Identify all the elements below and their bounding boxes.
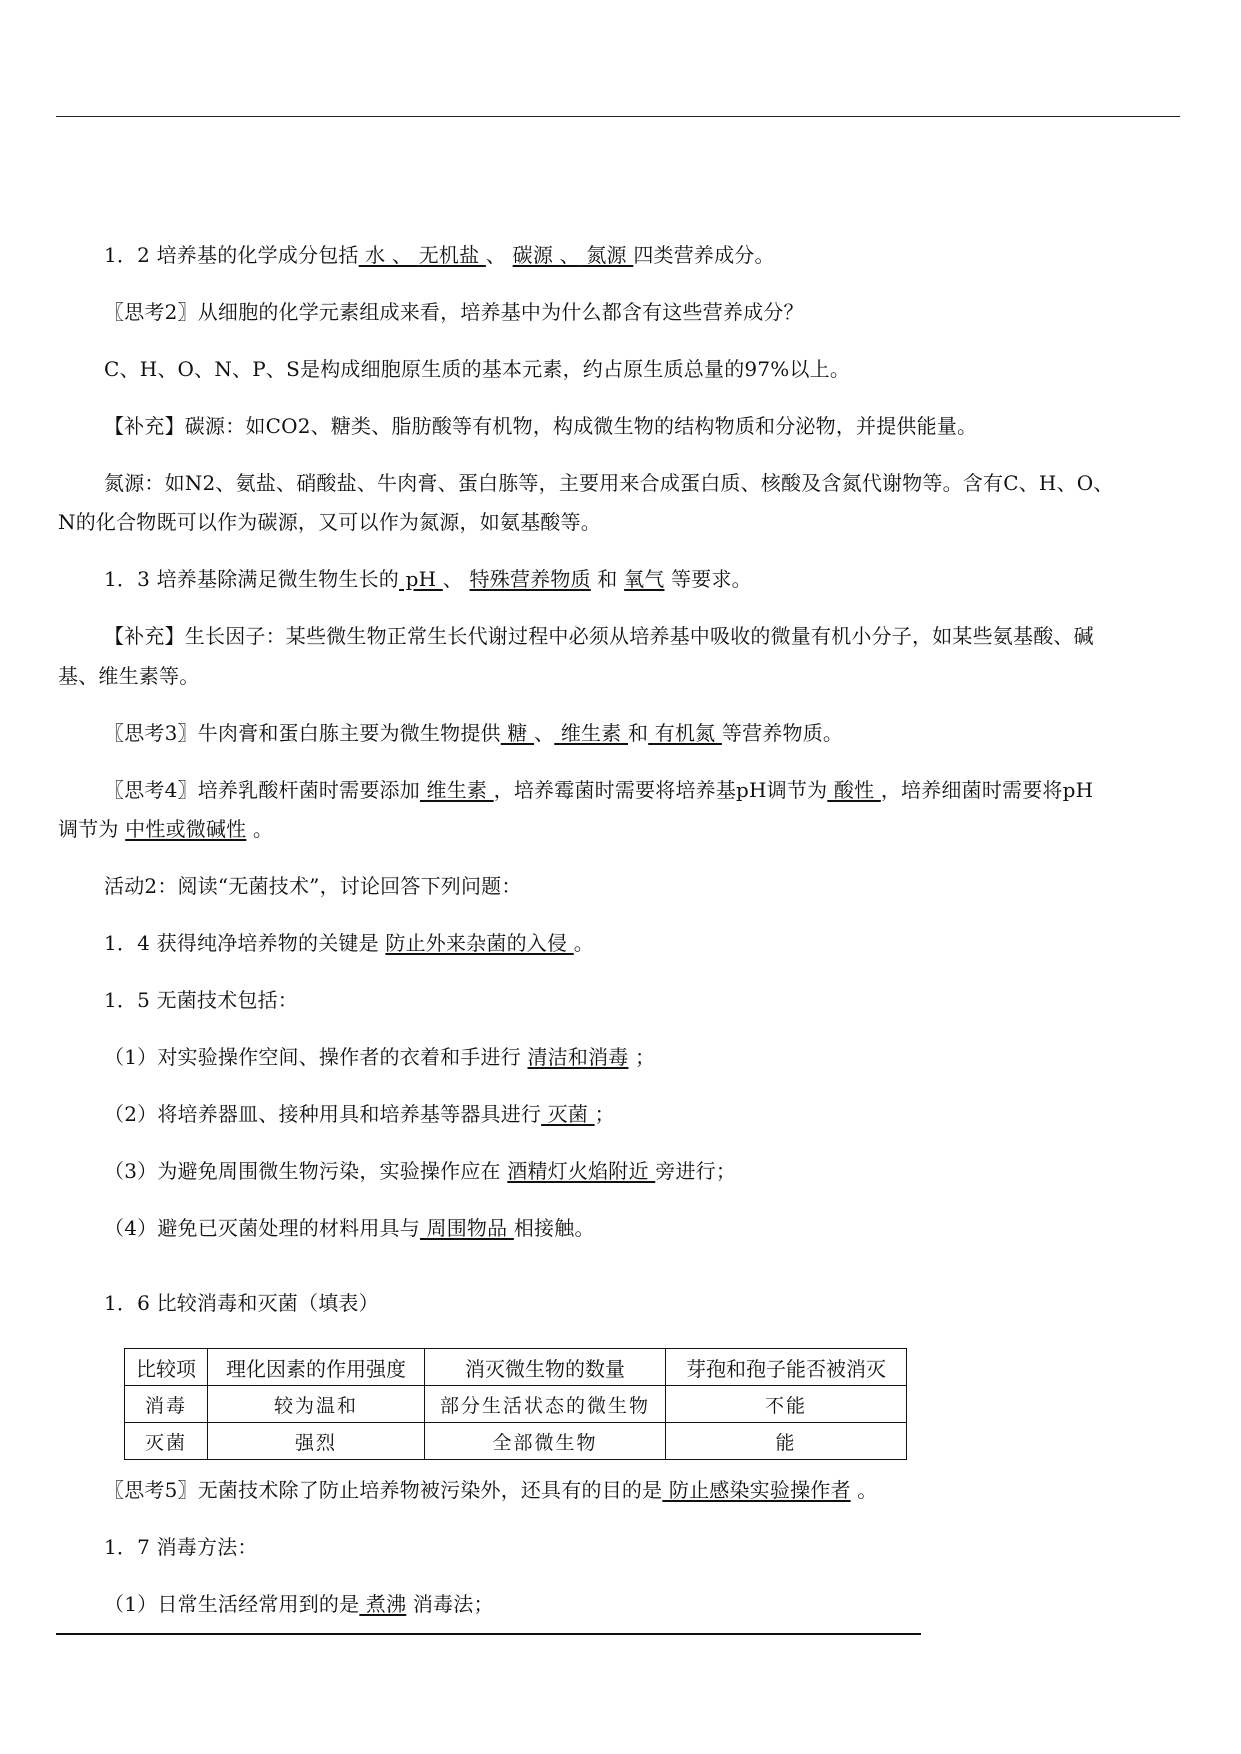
table-header-cell: 消灭微生物的数量 — [425, 1349, 666, 1386]
table-cell: 灭菌 — [125, 1423, 208, 1460]
item-1-5-1: （1）对实验操作空间、操作者的衣着和手进行 清洁和消毒 ； — [104, 1045, 656, 1069]
supplement-nitrogen-1: 氮源：如N2、氨盐、硝酸盐、牛肉膏、蛋白胨等，主要用来合成蛋白质、核酸及含氮代谢物等。含有C、H、O、 — [104, 471, 1114, 495]
think-2-answer: C、H、O、N、P、S是构成细胞原生质的基本元素，约占原生质总量的97%以上。 — [104, 357, 851, 381]
item-1-7-1: （1）日常生活经常用到的是 煮沸 消毒法； — [104, 1592, 494, 1616]
answer-carbon-source: 碳源 、 — [512, 243, 580, 267]
table-cell: 较为温和 — [208, 1386, 425, 1423]
table-header-cell: 理化因素的作用强度 — [208, 1349, 425, 1386]
answer-sugar: 糖 — [500, 721, 535, 745]
table-cell: 全部微生物 — [425, 1423, 666, 1460]
table-header-cell: 芽孢和孢子能否被消灭 — [666, 1349, 907, 1386]
header-rule — [56, 116, 1180, 117]
item-1-5-4: （4）避免已灭菌处理的材料用具与 周围物品 相接触。 — [104, 1216, 595, 1240]
supplement-growth-factor-2: 基、维生素等。 — [58, 664, 200, 688]
supplement-carbon: 【补充】碳源：如CO2、糖类、脂肪酸等有机物，构成微生物的结构物质和分泌物，并提供能量。 — [104, 414, 978, 438]
answer-sterilize: 灭菌 — [541, 1102, 595, 1126]
item-1-3: 1．3 培养基除满足微生物生长的 pH 、 特殊营养物质 和 氧气 等要求。 — [104, 567, 752, 591]
answer-acidic: 酸性 — [827, 778, 881, 802]
item-1-5-3: （3）为避免周围微生物污染，实验操作应在 酒精灯火焰附近 旁进行； — [104, 1159, 737, 1183]
answer-water: 水 、 — [358, 243, 419, 267]
answer-boiling: 煮沸 — [359, 1592, 407, 1616]
answer-vitamin: 维生素 — [554, 721, 628, 745]
table-row — [125, 1386, 907, 1423]
footer-rule — [56, 1633, 921, 1635]
think-3: 〖思考3〗牛肉膏和蛋白胨主要为微生物提供 糖 、 维生素 和 有机氮 等营养物质。 — [104, 721, 844, 745]
table-cell: 强烈 — [208, 1423, 425, 1460]
think-4-line-1: 〖思考4〗培养乳酸杆菌时需要添加 维生素 ，培养霉菌时需要将培养基pH调节为 酸性 ，培养细菌时需要将pH — [104, 778, 1094, 802]
answer-inorganic-salt: 无机盐 — [418, 243, 486, 267]
answer-vitamin-2: 维生素 — [419, 778, 494, 802]
answer-protect-operator: 防止感染实验操作者 — [662, 1478, 851, 1502]
answer-near-flame: 酒精灯火焰附近 — [507, 1159, 656, 1183]
comparison-table — [124, 1348, 907, 1460]
answer-oxygen: 氧气 — [624, 567, 665, 591]
table-cell: 能 — [666, 1423, 907, 1460]
table-cell: 部分生活状态的微生物 — [425, 1386, 666, 1423]
answer-special-nutrients: 特殊营养物质 — [469, 567, 591, 591]
item-1-6-title: 1．6 比较消毒和灭菌（填表） — [104, 1291, 379, 1315]
table-row — [125, 1423, 907, 1460]
answer-ph: pH — [399, 567, 443, 591]
think-4-line-2: 调节为 中性或微碱性 。 — [58, 817, 274, 841]
answer-prevent-contamination: 防止外来杂菌的入侵 — [385, 931, 574, 955]
answer-neutral: 中性或微碱性 — [125, 817, 247, 841]
item-1-5-2: （2）将培养器皿、接种用具和培养基等器具进行 灭菌 ； — [104, 1102, 615, 1126]
table-cell: 不能 — [666, 1386, 907, 1423]
answer-clean-disinfect: 清洁和消毒 — [527, 1045, 629, 1069]
table-header-cell: 比较项 — [125, 1349, 208, 1386]
item-1-7-title: 1．7 消毒方法： — [104, 1535, 258, 1559]
table-header-row — [125, 1349, 907, 1386]
table-cell: 消毒 — [125, 1386, 208, 1423]
item-1-5-title: 1．5 无菌技术包括： — [104, 988, 299, 1012]
supplement-growth-factor-1: 【补充】生长因子：某些微生物正常生长代谢过程中必须从培养基中吸收的微量有机小分子，如某些氨基酸、碱 — [104, 624, 1094, 648]
think-2-question: 〖思考2〗从细胞的化学元素组成来看，培养基中为什么都含有这些营养成分？ — [104, 300, 804, 324]
activity-2: 活动2：阅读“无菌技术”，讨论回答下列问题： — [104, 874, 522, 898]
answer-nitrogen-source: 氮源 — [579, 243, 634, 267]
item-1-2: 1．2 培养基的化学成分包括 水 、 无机盐 、 碳源 、 氮源 四类营养成分。 — [104, 243, 775, 267]
item-1-4: 1．4 获得纯净培养物的关键是 防止外来杂菌的入侵 。 — [104, 931, 594, 955]
answer-surroundings: 周围物品 — [419, 1216, 514, 1240]
think-5: 〖思考5〗无菌技术除了防止培养物被污染外，还具有的目的是 防止感染实验操作者 。 — [104, 1478, 878, 1502]
answer-organic-nitrogen: 有机氮 — [648, 721, 722, 745]
supplement-nitrogen-2: N的化合物既可以作为碳源，又可以作为氮源，如氨基酸等。 — [58, 510, 601, 534]
